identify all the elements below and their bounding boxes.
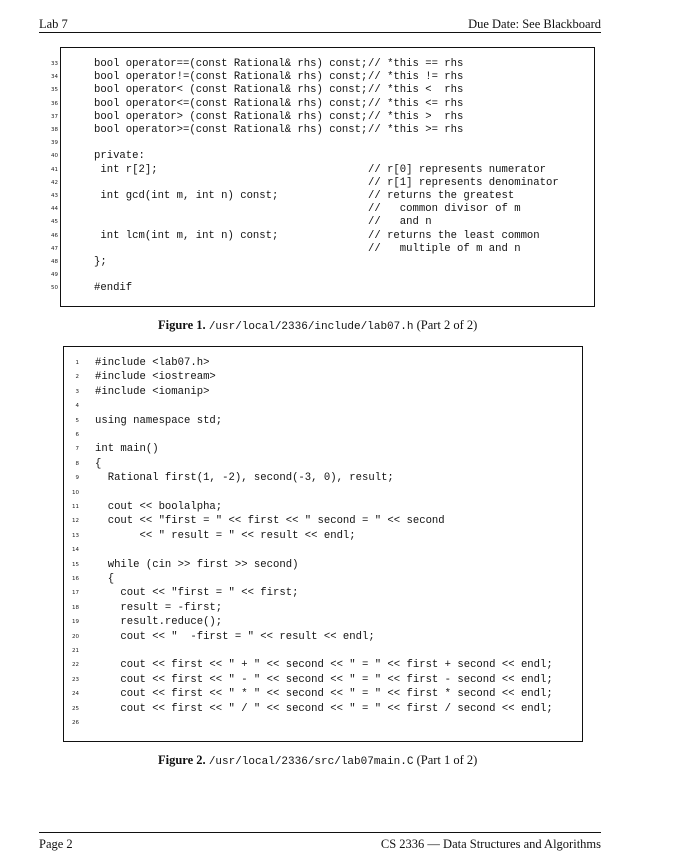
code-line [51,83,594,97]
code-text: cout << "first = " << first; [95,587,299,600]
header-rule [39,32,601,33]
figure2-caption [158,753,477,768]
code-line [51,163,594,177]
code-line [64,529,582,543]
figure1-caption-part: (Part 2 of 2) [416,318,478,332]
code-text: int lcm(int m, int n) const; [94,229,279,242]
line-number: 25 [72,705,79,712]
line-number: 13 [72,532,79,539]
line-number: 41 [51,166,58,173]
code-comment: // *this < rhs [368,84,464,97]
code-comment: // *this >= rhs [368,124,464,136]
code-line [64,687,582,701]
code-text: #include <lab07.h> [95,357,210,369]
code-line [64,586,582,600]
code-text: bool operator> (const Rational& rhs) const; [94,110,368,123]
code-line [64,558,582,572]
code-line [51,281,594,295]
line-number: 23 [72,676,79,683]
code-comment: // *this > rhs [368,110,464,123]
figure2-caption-path: /usr/local/2336/src/lab07main.C [208,756,414,768]
code-text: result.reduce(); [95,616,223,629]
code-line [51,242,594,256]
code-line [51,57,594,71]
code-text: bool operator>=(const Rational& rhs) const; [94,124,368,136]
code-comment: // returns the least common [368,229,540,242]
line-number: 16 [72,576,79,582]
code-line [51,202,594,216]
code-comment: // r[0] represents numerator [368,163,547,176]
line-number: 42 [51,179,58,186]
code-line [64,385,582,399]
line-number: 5 [75,417,79,424]
line-number: 49 [51,272,58,279]
code-line [51,176,594,190]
figure1-caption-label: Figure 1. [158,318,206,332]
code-comment: // *this != rhs [368,71,464,84]
code-text: { [95,457,102,470]
code-text: cout << boolalpha; [95,501,223,513]
line-number: 11 [72,504,79,510]
code-text: int main() [95,443,159,456]
code-text: cout << first << " + " << second << " = " << first + second << endl; [95,659,553,672]
line-number: 24 [72,691,79,698]
line-number: 8 [75,460,79,467]
footer-course-title: CS 2336 — Data Structures and Algorithms [380,837,601,851]
line-number: 35 [51,87,58,94]
line-number: 12 [72,518,79,525]
code-text: cout << first << " * " << second << " = " << first * second << endl; [95,688,553,701]
code-text: bool operator!=(const Rational& rhs) const; [94,71,368,84]
code-text: while (cin >> first >> second) [95,558,299,571]
code-line [64,414,582,428]
line-number: 4 [75,403,79,410]
code-line [64,601,582,615]
code-line [64,370,582,384]
code-text: cout << first << " / " << second << " = " << first / second << endl; [95,702,553,715]
line-number: 2 [75,374,79,381]
code-line [51,149,594,163]
code-line [51,123,594,137]
code-comment: // *this <= rhs [368,97,464,110]
header-lab-title: Lab 7 [39,17,68,31]
code-text: #include <iostream> [95,371,216,384]
code-line [64,486,582,500]
line-number: 1 [75,360,79,366]
code-text: bool operator<=(const Rational& rhs) const; [94,97,368,110]
code-line [64,399,582,413]
code-line [64,630,582,644]
line-number: 47 [51,245,58,252]
code-text: using namespace std; [95,414,223,427]
code-line [51,70,594,84]
line-number: 48 [51,259,58,265]
line-number: 40 [51,153,58,160]
line-number: 33 [51,61,58,67]
code-text: result = -first; [95,601,223,614]
code-line [51,215,594,229]
code-text: }; [94,256,107,268]
code-line [51,136,594,150]
line-number: 36 [51,100,58,107]
line-number: 20 [72,633,79,640]
line-number: 46 [51,232,58,239]
code-line [64,615,582,629]
figure2-caption-part: (Part 1 of 2) [416,753,478,767]
line-number: 14 [72,547,79,554]
code-text: bool operator< (const Rational& rhs) const; [94,84,368,97]
code-line [51,229,594,243]
code-comment: // returns the greatest [368,190,515,202]
code-text: int r[2]; [94,163,158,176]
line-number: 9 [75,475,79,482]
code-text: cout << "first = " << first << " second = " << second [95,515,445,528]
code-text: << " result = " << result << endl; [95,529,356,542]
code-line [64,543,582,557]
line-number: 39 [51,140,58,147]
line-number: 44 [51,206,58,213]
code-text: { [95,573,115,585]
line-number: 26 [72,720,79,726]
line-number: 50 [51,285,58,292]
code-line [64,702,582,716]
line-number: 43 [51,193,58,199]
footer-rule [39,832,601,833]
figure2-caption-label: Figure 2. [158,753,206,767]
code-line [64,471,582,485]
code-comment: // r[1] represents denominator [368,176,559,189]
code-comment: // *this == rhs [368,58,464,70]
code-line [64,673,582,687]
line-number: 22 [72,662,79,669]
code-text: #endif [94,282,133,295]
code-line [51,97,594,111]
code-comment: // common divisor of m [368,203,521,216]
code-line [64,428,582,442]
line-number: 38 [51,127,58,133]
code-text: private: [94,150,145,163]
line-number: 21 [72,648,79,654]
code-text: #include <iomanip> [95,385,210,398]
code-comment: // and n [368,216,432,229]
line-number: 37 [51,113,58,120]
footer-page-number: Page 2 [39,837,73,851]
code-text: cout << " -first = " << result << endl; [95,630,375,643]
figure1-code-box [51,47,595,307]
figure1-caption [158,318,477,333]
figure2-code-box [63,346,583,742]
code-line [51,255,594,269]
figure1-caption-path: /usr/local/2336/include/lab07.h [208,321,414,333]
code-line [64,442,582,456]
code-line [51,189,594,203]
code-text: int gcd(int m, int n) const; [94,190,279,202]
code-line [64,644,582,658]
line-number: 6 [75,432,79,438]
code-line [64,572,582,586]
line-number: 7 [75,446,79,453]
code-line [64,716,582,730]
header-due-date: Due Date: See Blackboard [468,17,601,31]
code-line [64,500,582,514]
code-comment: // multiple of m and n [368,242,521,255]
line-number: 3 [75,388,79,395]
code-line [64,356,582,370]
code-line [64,658,582,672]
code-line [51,110,594,124]
code-text: bool operator==(const Rational& rhs) const; [94,58,368,70]
code-line [64,514,582,528]
line-number: 18 [72,604,79,611]
line-number: 17 [72,590,79,597]
code-text: Rational first(1, -2), second(-3, 0), result; [95,472,394,485]
line-number: 34 [51,74,58,81]
line-number: 19 [72,619,79,626]
line-number: 15 [72,561,79,568]
line-number: 45 [51,219,58,226]
code-line [51,268,594,282]
line-number: 10 [72,489,79,496]
code-line [64,457,582,471]
code-text: cout << first << " - " << second << " = " << first - second << endl; [95,673,553,686]
